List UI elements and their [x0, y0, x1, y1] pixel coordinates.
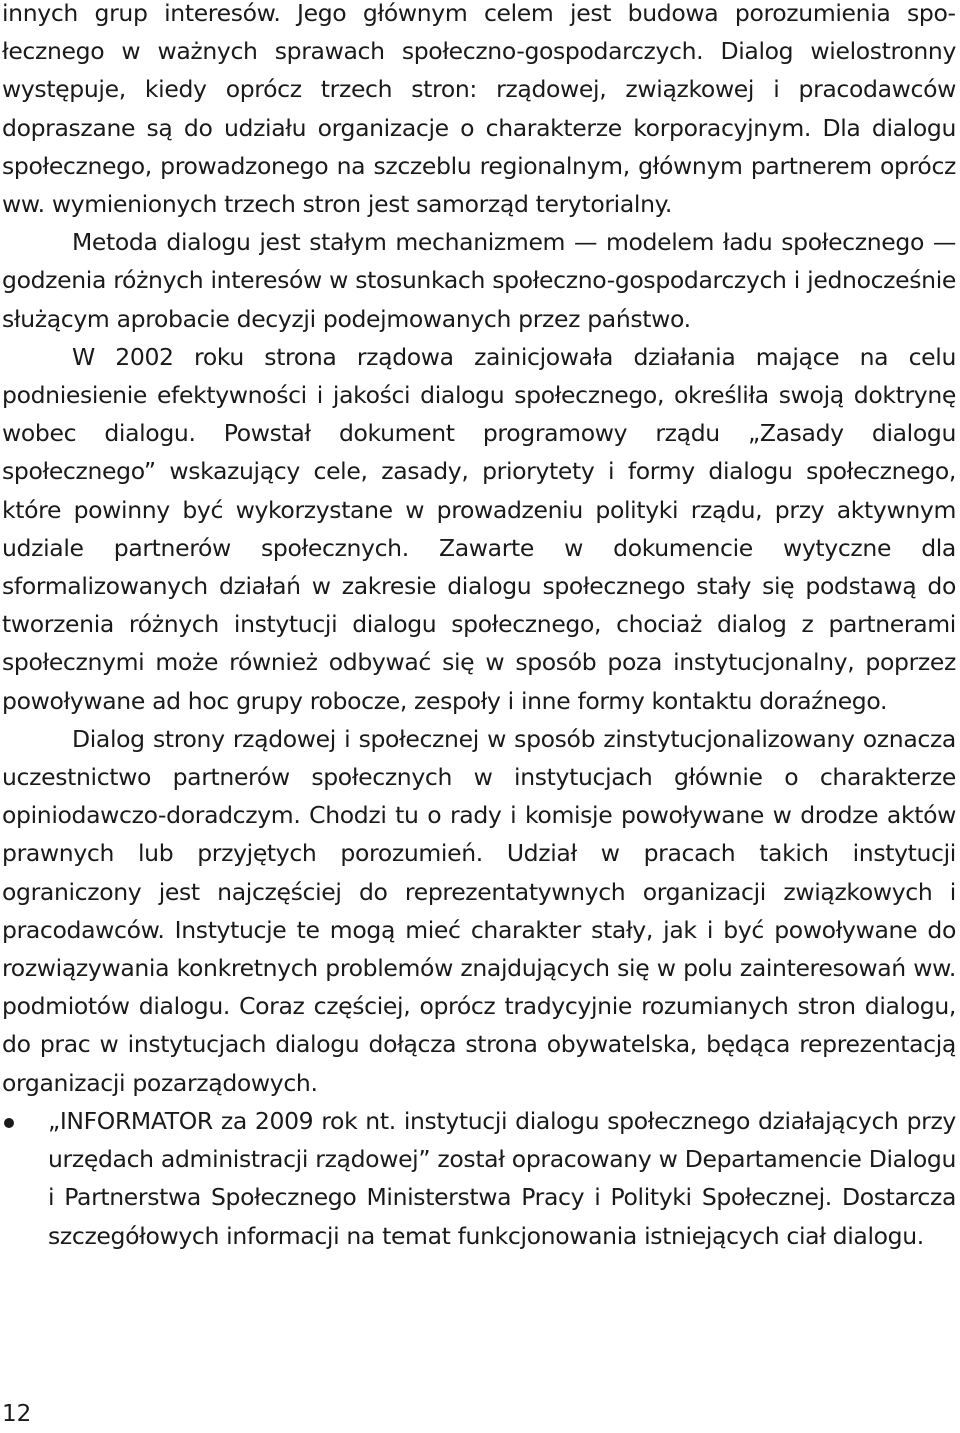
- bullet-text: „INFORMATOR za 2009 rok nt. instytucji dialogu społecznego działających przy urzędach administracji rządowej” został opracowany w Departamencie Dialogu i Partnerstwa Społecznego Ministerstwa Pracy i Polityki Społecznej. Dostarcza szczegółowych informacji na temat funkcjonowania istniejących ciał dialogu.: [48, 1106, 956, 1250]
- bullet-list-item: [2, 1102, 956, 1255]
- paragraph-2: Metoda dialogu jest stałym mechanizmem — modelem ładu społecznego — godzenia różnych interesów w stosunkach społeczno-gospodarczych i jednocześnie służącym aprobacie decyzji podejmowanych przez państwo.: [2, 228, 956, 333]
- paragraph-3: W 2002 roku strona rządowa zainicjowała działania mające na celu podniesienie efektywności i jakości dialogu społecznego, określiła swoją doktrynę wobec dialogu. Powstał dokument programowy rządu „Zasady dialogu społecznego” wskazujący cele, zasady, priorytety i formy dialogu społecznego, które powinny być wykorzystane w prowadzeniu polityki rządu, przy aktywnym udziale partnerów społecznych. Zawarte w dokumencie wytyczne dla sformalizowanych działań w zakresie dialogu społecznego stały się podstawą do tworzenia różnych instytucji dialogu społecznego, chociaż dialog z partnerami społecznymi może również odbywać się w sposób poza instytucjonalny, poprzez powoływane ad hoc grupy robocze, zespoły i inne formy kontaktu doraźnego.: [2, 342, 956, 715]
- paragraph-1: innych grup interesów. Jego głównym celem jest budowa porozumienia społecznego w ważnych sprawach społeczno-gospodarczych. Dialog wielostronny występuje, kiedy oprócz trzech stron: rządowej, związkowej i pracodawców dopraszane są do udziału organizacje o charakterze korporacyjnym. Dla dialogu społecznego, prowadzonego na szczeblu regionalnym, głównym partnerem oprócz ww. wymienionych trzech stron jest samorząd terytorialny.: [2, 0, 956, 219]
- bullet-icon: [4, 1118, 14, 1128]
- paragraph-4: Dialog strony rządowej i społecznej w sposób zinstytucjonalizowany oznacza uczestnictwo partnerów społecznych w instytucjach głównie o charakterze opiniodawczo-doradczym. Chodzi tu o rady i komisje powoływane w drodze aktów prawnych lub przyjętych porozumień. Udział w pracach takich instytucji ograniczony jest najczęściej do reprezentatywnych organizacji związkowych i pracodawców. Instytucje te mogą mieć charakter stały, jak i być powoływane do rozwiązywania konkretnych problemów znajdujących się w polu zainteresowań ww. podmiotów dialogu. Coraz częściej, oprócz tradycyjnie rozumianych stron dialogu, do prac w instytucjach dialogu dołącza strona obywatelska, będąca reprezentacją organizacji pozarządowych.: [2, 724, 956, 1097]
- body-text: [2, 0, 956, 1255]
- page-number: 12: [2, 1401, 32, 1427]
